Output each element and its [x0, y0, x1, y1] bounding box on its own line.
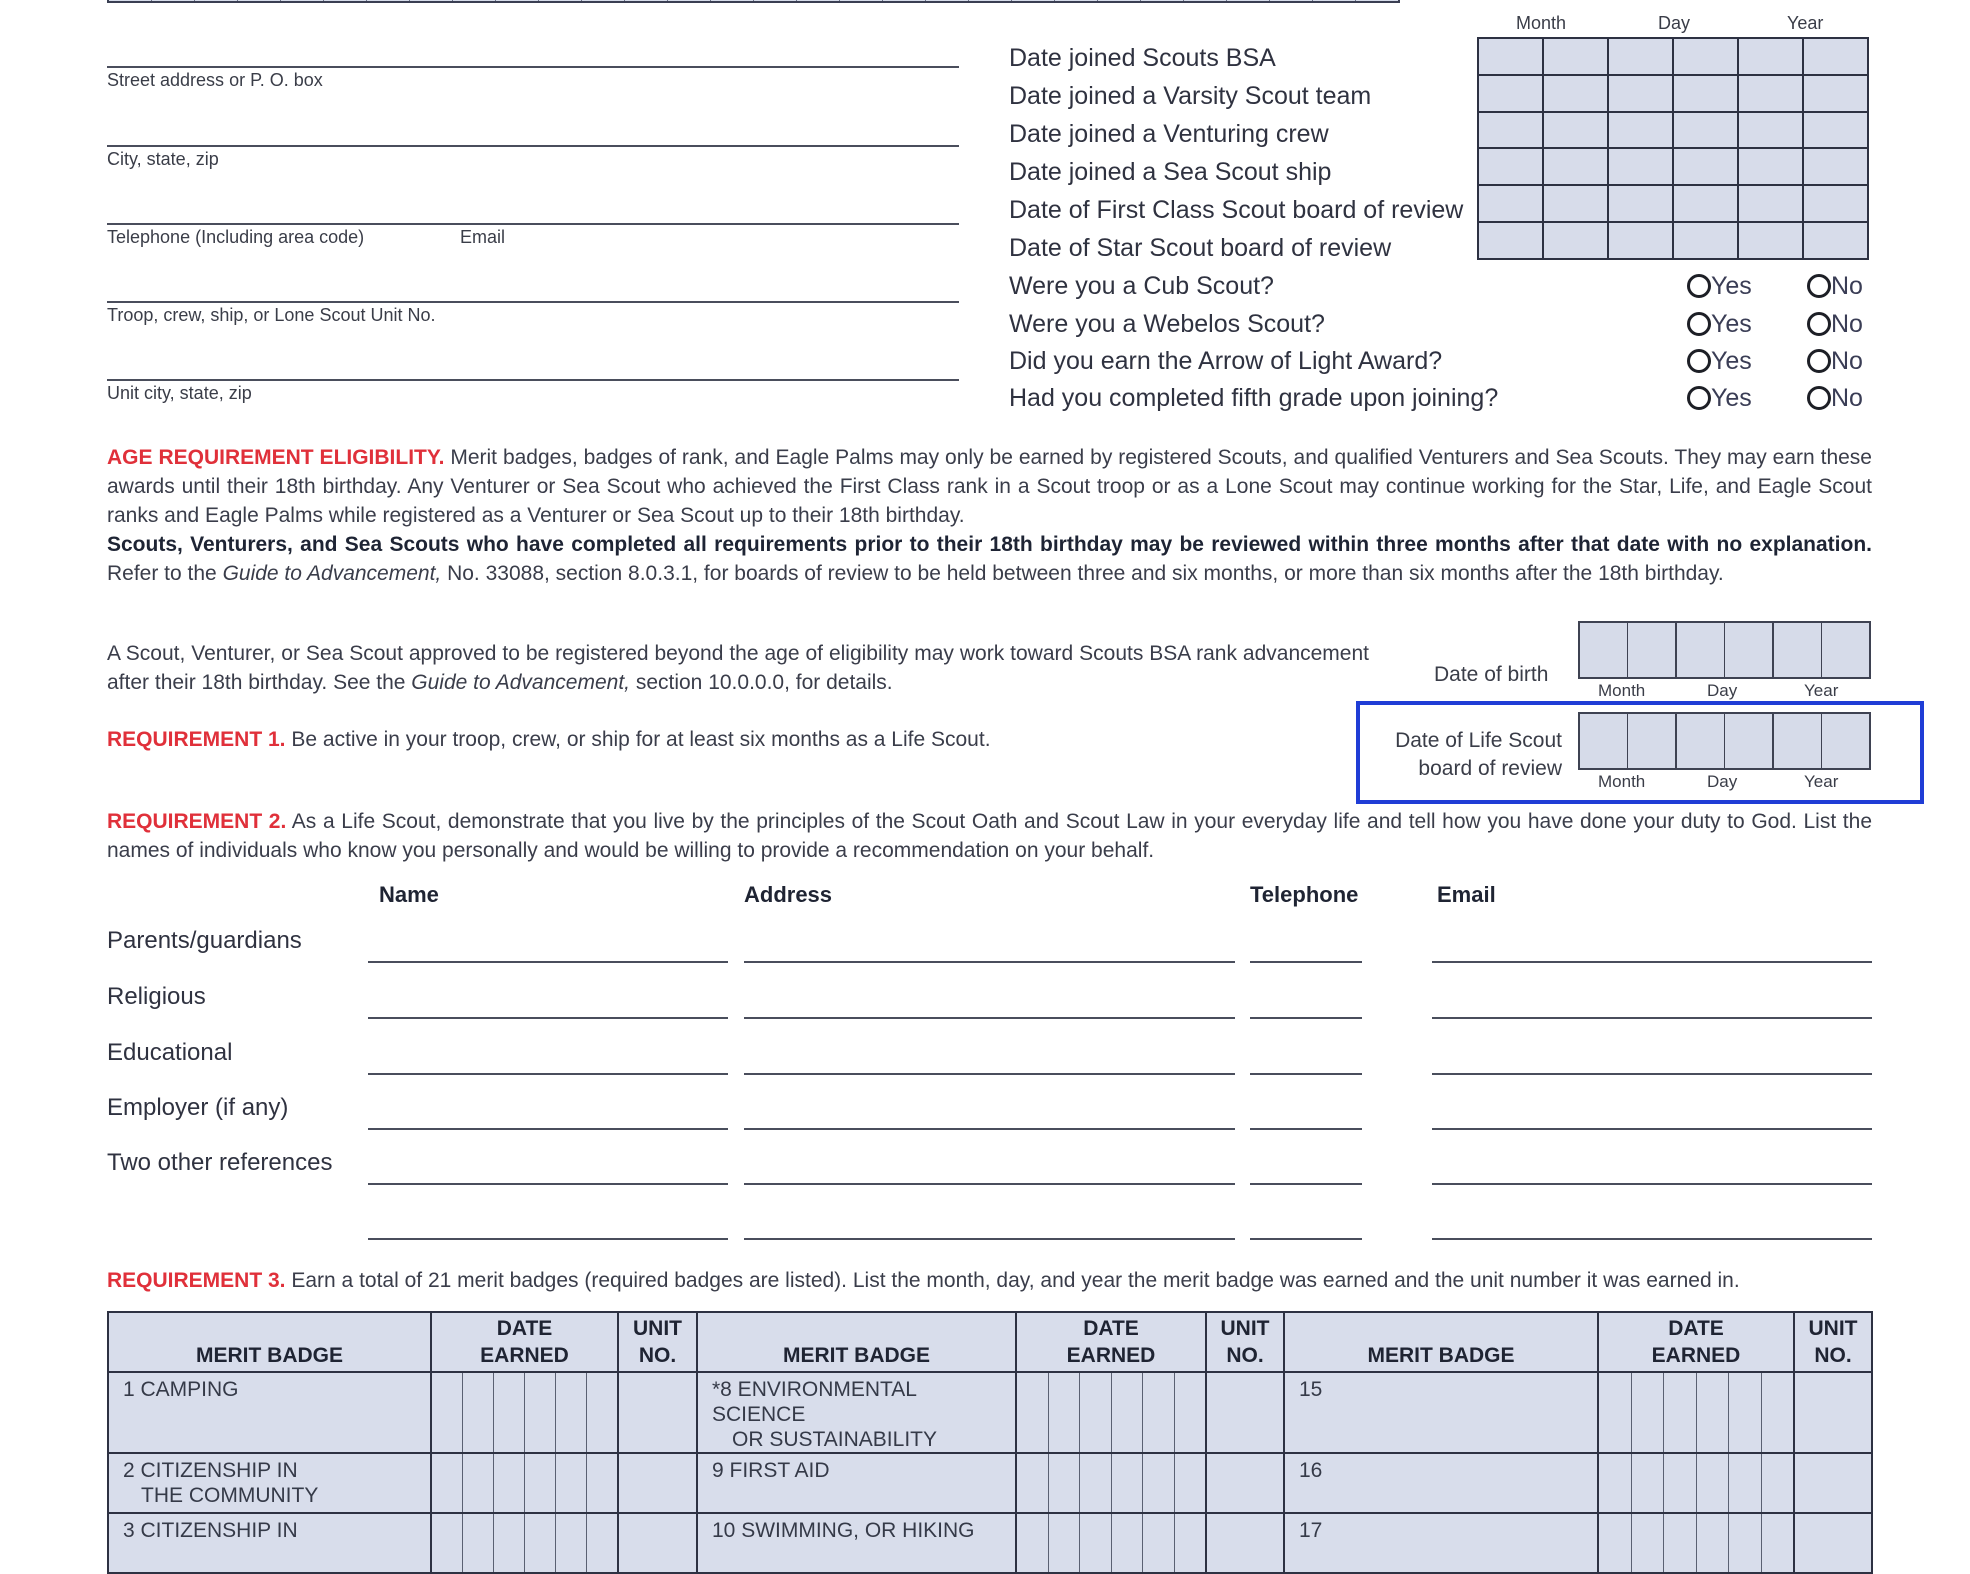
date-cell[interactable]: [1478, 112, 1543, 149]
city-state-zip-field[interactable]: [107, 145, 959, 147]
date-cell[interactable]: [1673, 75, 1738, 112]
reference-email-field[interactable]: [1432, 1238, 1872, 1240]
unit-no-cell[interactable]: [1794, 1453, 1872, 1513]
birth-year-label: Year: [1804, 681, 1839, 700]
telephone-email-field[interactable]: [107, 223, 959, 225]
age-requirement-heading: AGE REQUIREMENT ELIGIBILITY.: [107, 446, 445, 469]
telephone-label: Telephone (Including area code): [107, 227, 365, 247]
date-cell[interactable]: [1738, 38, 1803, 75]
reference-email-field[interactable]: [1432, 961, 1872, 963]
yes-label: Yes: [1711, 384, 1752, 412]
fifth-grade-yes-radio[interactable]: [1687, 386, 1711, 410]
no-label: No: [1831, 272, 1863, 300]
date-cell[interactable]: [1738, 185, 1803, 222]
unit-city-field[interactable]: [107, 379, 959, 381]
reference-row-label: Parents/guardians: [107, 927, 302, 954]
fifth-grade-no-radio[interactable]: [1807, 386, 1831, 410]
date-cell[interactable]: [1608, 185, 1673, 222]
badge-environmental-science[interactable]: *8 ENVIRONMENTAL SCIENCE OR SUSTAINABILITY: [697, 1372, 1016, 1453]
guide-title: Guide to Advancement,: [411, 671, 630, 694]
webelos-yes-radio[interactable]: [1687, 312, 1711, 336]
day-header: Day: [1658, 13, 1691, 33]
date-of-birth-boxes[interactable]: [1578, 621, 1871, 679]
date-cell[interactable]: [1543, 75, 1608, 112]
beyond-age-paragraph: [107, 639, 1369, 697]
yes-label: Yes: [1711, 347, 1752, 375]
date-cell[interactable]: [1738, 222, 1803, 259]
life-scout-review-label-line1: Date of Life Scout: [1395, 729, 1562, 752]
requirement-2-heading: REQUIREMENT 2.: [107, 810, 287, 833]
badge-swimming[interactable]: 10 SWIMMING, OR HIKING: [697, 1513, 1016, 1573]
date-cell[interactable]: [1478, 148, 1543, 185]
date-cell[interactable]: [1478, 38, 1543, 75]
name-character-cells[interactable]: [107, 0, 1400, 3]
date-cell[interactable]: [1803, 38, 1868, 75]
requirement-2: [107, 807, 1872, 865]
table-row: [108, 1513, 1872, 1573]
table-row: [108, 1453, 1872, 1513]
unit-no-header: UNIT NO.: [1206, 1312, 1284, 1372]
webelos-no-radio[interactable]: [1807, 312, 1831, 336]
date-cell[interactable]: [1543, 148, 1608, 185]
date-joined-scouts-label: Date joined Scouts BSA: [1009, 44, 1276, 72]
date-first-class-label: Date of First Class Scout board of review: [1009, 196, 1464, 224]
date-cell[interactable]: [1543, 185, 1608, 222]
date-earned-cell[interactable]: [1598, 1372, 1794, 1453]
date-joined-sea-scout-label: Date joined a Sea Scout ship: [1009, 158, 1332, 186]
date-cell[interactable]: [1608, 38, 1673, 75]
date-cell[interactable]: [1673, 38, 1738, 75]
guide-title: Guide to Advancement,: [222, 562, 442, 585]
date-earned-cell[interactable]: [1016, 1372, 1206, 1453]
reference-row-label: Religious: [107, 983, 206, 1010]
date-cell[interactable]: [1738, 148, 1803, 185]
beyond-age-text: A Scout, Venturer, or Sea Scout approved to be registered beyond the age of eligibility may work toward Scouts BSA rank advancement after their 18th birthday. See the: [107, 642, 1369, 694]
date-cell[interactable]: [1543, 112, 1608, 149]
reference-name-field[interactable]: [368, 1183, 728, 1185]
date-cell[interactable]: [1803, 185, 1868, 222]
reference-address-field[interactable]: [744, 1017, 1235, 1019]
badge-16[interactable]: 16: [1284, 1453, 1598, 1513]
reference-telephone-field[interactable]: [1250, 961, 1362, 963]
date-cell[interactable]: [1673, 185, 1738, 222]
city-state-zip-label: City, state, zip: [107, 149, 219, 169]
age-requirement-paragraph: [107, 443, 1872, 588]
date-cell[interactable]: [1608, 112, 1673, 149]
no-label: No: [1831, 347, 1863, 375]
cub-scout-yes-radio[interactable]: [1687, 274, 1711, 298]
unit-no-cell[interactable]: [618, 1372, 697, 1453]
fifth-grade-question: Had you completed fifth grade upon joining?: [1009, 384, 1499, 412]
date-cell[interactable]: [1478, 185, 1543, 222]
table-row: [108, 1372, 1872, 1453]
reference-name-field[interactable]: [368, 961, 728, 963]
merit-badge-header: MERIT BADGE: [108, 1312, 431, 1372]
requirement-2-text: As a Life Scout, demonstrate that you live by the principles of the Scout Oath and Scout Law in your everyday life and tell how you have done your duty to God. List the names of individuals who know you personally and would be willing to provide a recommendation on your behalf.: [107, 810, 1872, 862]
date-row: [1478, 148, 1868, 185]
date-earned-header: DATE EARNED: [431, 1312, 618, 1372]
reference-telephone-field[interactable]: [1250, 1183, 1362, 1185]
age-requirement-bold: Scouts, Venturers, and Sea Scouts who have completed all requirements prior to their 18th birthday may be reviewed within three months after that date with no explanation.: [107, 533, 1872, 556]
no-label: No: [1831, 310, 1863, 338]
age-requirement-text: Merit badges, badges of rank, and Eagle Palms may only be earned by registered Scouts, and qualified Venturers and Sea Scouts. They may earn these awards until their 18th birthday. Any Venturer or Sea Scout who achieved the First Class rank in a Scout troop or as a Lone Scout may continue working for the Star, Life, and Eagle Scout ranks and Eagle Palms while registered as a Venturer or Sea Scout up to their 18th birthday.: [107, 446, 1872, 527]
unit-city-label: Unit city, state, zip: [107, 383, 252, 403]
street-address-label: Street address or P. O. box: [107, 70, 323, 90]
date-joined-venturing-label: Date joined a Venturing crew: [1009, 120, 1329, 148]
date-earned-header: DATE EARNED: [1016, 1312, 1206, 1372]
reference-email-field[interactable]: [1432, 1128, 1872, 1130]
life-scout-review-label: [1376, 727, 1562, 783]
date-cell[interactable]: [1803, 222, 1868, 259]
badge-camping[interactable]: 1 CAMPING: [108, 1372, 431, 1453]
dates-grid: [1477, 37, 1869, 260]
merit-badge-table: [107, 1311, 1873, 1574]
merit-badge-header: MERIT BADGE: [1284, 1312, 1598, 1372]
unit-no-header: UNIT NO.: [1794, 1312, 1872, 1372]
date-cell[interactable]: [1673, 112, 1738, 149]
badge-15[interactable]: 15: [1284, 1372, 1598, 1453]
table-header-row: [108, 1312, 1872, 1372]
unit-no-cell[interactable]: [1794, 1372, 1872, 1453]
date-cell[interactable]: [1478, 75, 1543, 112]
date-cell[interactable]: [1803, 112, 1868, 149]
date-cell[interactable]: [1803, 148, 1868, 185]
month-header: Month: [1516, 13, 1567, 33]
unit-no-cell[interactable]: [1206, 1372, 1284, 1453]
date-earned-cell[interactable]: [431, 1372, 618, 1453]
reference-name-field[interactable]: [368, 1128, 728, 1130]
date-cell[interactable]: [1543, 222, 1608, 259]
unit-number-field[interactable]: [107, 301, 959, 303]
unit-no-cell[interactable]: [618, 1513, 697, 1573]
date-row: [1478, 75, 1868, 112]
arrow-of-light-question: Did you earn the Arrow of Light Award?: [1009, 347, 1443, 375]
email-column-header: Email: [1437, 882, 1496, 907]
age-requirement-text2: Refer to the: [107, 562, 223, 585]
date-earned-cell[interactable]: [431, 1513, 618, 1573]
badge-first-aid[interactable]: 9 FIRST AID: [697, 1453, 1016, 1513]
unit-no-cell[interactable]: [1794, 1513, 1872, 1573]
reference-telephone-field[interactable]: [1250, 1017, 1362, 1019]
date-earned-cell[interactable]: [1598, 1513, 1794, 1573]
life-scout-review-date-boxes[interactable]: [1578, 712, 1871, 770]
date-earned-cell[interactable]: [1016, 1453, 1206, 1513]
requirement-3: [107, 1266, 1872, 1295]
date-row: [1478, 38, 1868, 75]
date-earned-cell[interactable]: [1016, 1513, 1206, 1573]
requirement-3-heading: REQUIREMENT 3.: [107, 1269, 286, 1292]
reference-row-label: Two other references: [107, 1149, 333, 1176]
reference-address-field[interactable]: [744, 1238, 1235, 1240]
year-header: Year: [1787, 13, 1824, 33]
yes-label: Yes: [1711, 272, 1752, 300]
street-address-field[interactable]: [107, 66, 959, 68]
date-cell[interactable]: [1608, 75, 1673, 112]
reference-telephone-field[interactable]: [1250, 1073, 1362, 1075]
birth-month-label: Month: [1598, 681, 1646, 700]
cub-scout-no-radio[interactable]: [1807, 274, 1831, 298]
reference-row-label: Educational: [107, 1039, 233, 1066]
badge-citizenship-nation[interactable]: 3 CITIZENSHIP IN: [108, 1513, 431, 1573]
date-earned-header: DATE EARNED: [1598, 1312, 1794, 1372]
date-of-birth-label: Date of birth: [1434, 663, 1549, 686]
unit-number-label: Troop, crew, ship, or Lone Scout Unit No.: [107, 305, 436, 325]
arrow-of-light-yes-radio[interactable]: [1687, 349, 1711, 373]
unit-no-cell[interactable]: [1206, 1453, 1284, 1513]
reference-address-field[interactable]: [744, 1183, 1235, 1185]
name-column-header: Name: [379, 882, 439, 907]
date-joined-varsity-label: Date joined a Varsity Scout team: [1009, 82, 1372, 110]
unit-no-cell[interactable]: [618, 1453, 697, 1513]
unit-no-cell[interactable]: [1206, 1513, 1284, 1573]
age-requirement-text3: No. 33088, section 8.0.3.1, for boards of review to be held between three and six months, or more than six months after the 18th birthday.: [441, 562, 1724, 585]
date-star-label: Date of Star Scout board of review: [1009, 234, 1392, 262]
reference-name-field[interactable]: [368, 1073, 728, 1075]
badge-citizenship-community[interactable]: 2 CITIZENSHIP IN THE COMMUNITY: [108, 1453, 431, 1513]
address-column-header: Address: [744, 882, 833, 907]
reference-row-label: Employer (if any): [107, 1094, 289, 1121]
requirement-3-text: Earn a total of 21 merit badges (required badges are listed). List the month, day, and year the merit badge was earned and the unit number it was earned in.: [285, 1269, 1740, 1292]
reference-email-field[interactable]: [1432, 1017, 1872, 1019]
life-scout-review-label-line2: board of review: [1418, 757, 1562, 780]
reference-address-field[interactable]: [744, 961, 1235, 963]
reference-name-field[interactable]: [368, 1238, 728, 1240]
date-cell[interactable]: [1673, 148, 1738, 185]
date-cell[interactable]: [1803, 75, 1868, 112]
arrow-of-light-no-radio[interactable]: [1807, 349, 1831, 373]
date-row: [1478, 112, 1868, 149]
reference-email-field[interactable]: [1432, 1183, 1872, 1185]
reference-telephone-field[interactable]: [1250, 1128, 1362, 1130]
cub-scout-question: Were you a Cub Scout?: [1009, 272, 1274, 300]
merit-badge-header: MERIT BADGE: [697, 1312, 1016, 1372]
birth-day-label: Day: [1707, 681, 1738, 700]
date-cell[interactable]: [1738, 112, 1803, 149]
date-row: [1478, 185, 1868, 222]
date-cell[interactable]: [1738, 75, 1803, 112]
review-year-label: Year: [1804, 772, 1839, 791]
requirement-1-heading: REQUIREMENT 1.: [107, 728, 286, 751]
date-cell[interactable]: [1608, 148, 1673, 185]
requirement-1-text: Be active in your troop, crew, or ship for at least six months as a Life Scout.: [285, 728, 991, 751]
review-day-label: Day: [1707, 772, 1738, 791]
date-earned-cell[interactable]: [1598, 1453, 1794, 1513]
reference-email-field[interactable]: [1432, 1073, 1872, 1075]
reference-name-field[interactable]: [368, 1017, 728, 1019]
unit-no-header: UNIT NO.: [618, 1312, 697, 1372]
date-cell[interactable]: [1608, 222, 1673, 259]
review-month-label: Month: [1598, 772, 1646, 791]
no-label: No: [1831, 384, 1863, 412]
reference-address-field[interactable]: [744, 1073, 1235, 1075]
date-cell[interactable]: [1478, 222, 1543, 259]
date-cell[interactable]: [1673, 222, 1738, 259]
date-cell[interactable]: [1543, 38, 1608, 75]
requirement-1: [107, 725, 1347, 754]
telephone-column-header: Telephone: [1250, 882, 1359, 907]
date-row: [1478, 222, 1868, 259]
email-label: Email: [460, 227, 506, 247]
badge-17[interactable]: 17: [1284, 1513, 1598, 1573]
beyond-age-text2: section 10.0.0.0, for details.: [629, 671, 893, 694]
reference-address-field[interactable]: [744, 1128, 1235, 1130]
reference-telephone-field[interactable]: [1250, 1238, 1362, 1240]
yes-label: Yes: [1711, 310, 1752, 338]
date-earned-cell[interactable]: [431, 1453, 618, 1513]
webelos-question: Were you a Webelos Scout?: [1009, 310, 1325, 338]
